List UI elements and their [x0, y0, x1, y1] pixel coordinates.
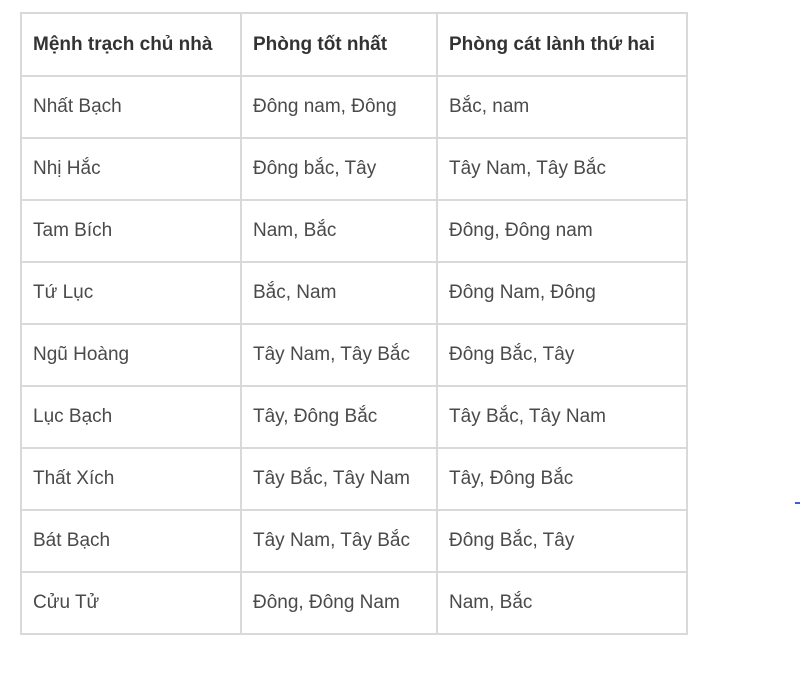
- table-cell: Đông Nam, Đông: [437, 262, 687, 324]
- table-cell: Bắc, Nam: [241, 262, 437, 324]
- column-header-second-room: Phòng cát lành thứ hai: [437, 13, 687, 76]
- table-cell: Tây, Đông Bắc: [437, 448, 687, 510]
- table-row: [21, 448, 687, 510]
- table-cell: Lục Bạch: [21, 386, 241, 448]
- table-row: [21, 386, 687, 448]
- table-cell: Đông, Đông nam: [437, 200, 687, 262]
- feng-shui-table: [20, 12, 688, 635]
- table-cell: Tây Bắc, Tây Nam: [437, 386, 687, 448]
- table-cell: Tây, Đông Bắc: [241, 386, 437, 448]
- table-cell: Cửu Tử: [21, 572, 241, 634]
- table-cell: Tây Nam, Tây Bắc: [241, 324, 437, 386]
- table-row: [21, 138, 687, 200]
- table-row: [21, 76, 687, 138]
- table-cell: Tây Nam, Tây Bắc: [241, 510, 437, 572]
- table-cell: Đông bắc, Tây: [241, 138, 437, 200]
- table-row: [21, 324, 687, 386]
- table-cell: Bát Bạch: [21, 510, 241, 572]
- table-body: [21, 76, 687, 634]
- table-cell: Thất Xích: [21, 448, 241, 510]
- column-header-best-room: Phòng tốt nhất: [241, 13, 437, 76]
- table-cell: Tây Nam, Tây Bắc: [437, 138, 687, 200]
- table-header: [21, 13, 687, 76]
- table-cell: Nhị Hắc: [21, 138, 241, 200]
- table-cell: Đông nam, Đông: [241, 76, 437, 138]
- table-cell: Đông, Đông Nam: [241, 572, 437, 634]
- table-cell: Tam Bích: [21, 200, 241, 262]
- table-cell: Tây Bắc, Tây Nam: [241, 448, 437, 510]
- table-cell: Tứ Lục: [21, 262, 241, 324]
- table-cell: Đông Bắc, Tây: [437, 510, 687, 572]
- table-row: [21, 262, 687, 324]
- table-cell: Bắc, nam: [437, 76, 687, 138]
- table-cell: Nam, Bắc: [241, 200, 437, 262]
- table-row: [21, 572, 687, 634]
- table-cell: Nam, Bắc: [437, 572, 687, 634]
- column-header-owner-fate: Mệnh trạch chủ nhà: [21, 13, 241, 76]
- table-cell: Nhất Bạch: [21, 76, 241, 138]
- table-cell: Đông Bắc, Tây: [437, 324, 687, 386]
- table-cell: Ngũ Hoàng: [21, 324, 241, 386]
- table-row: [21, 510, 687, 572]
- table-row: [21, 200, 687, 262]
- edge-mark: [795, 502, 800, 504]
- header-row: [21, 13, 687, 76]
